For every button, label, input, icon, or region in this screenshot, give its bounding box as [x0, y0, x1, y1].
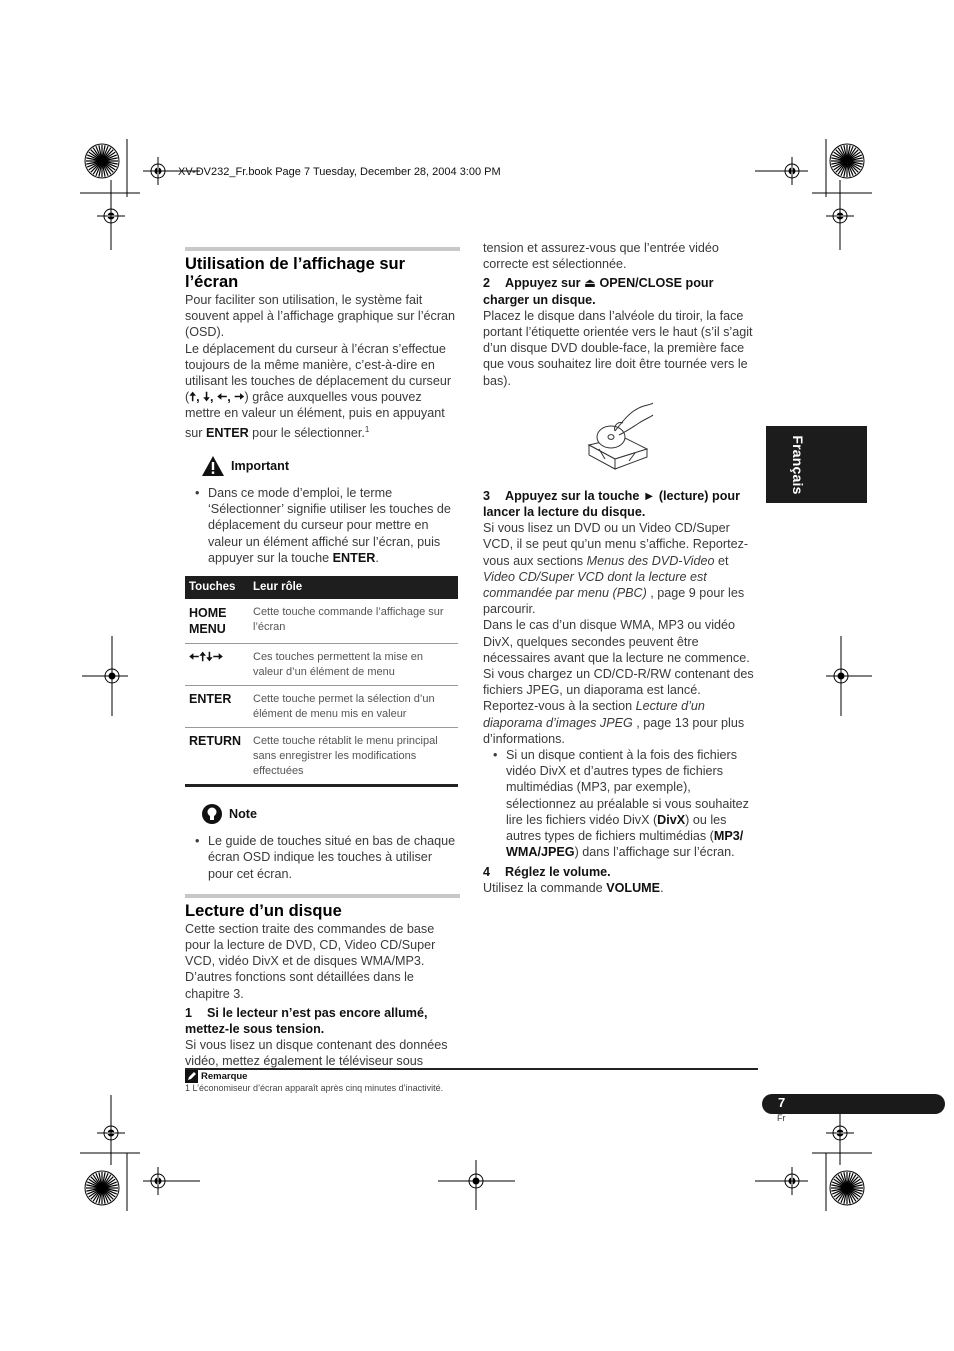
important-heading: [201, 455, 460, 477]
step-3-title: 3 Appuyez sur la touche ► (lecture) pour lancer la lecture du disque.: [483, 488, 740, 520]
table-row: 🠄🠅🠇🠆 Ces touches permettent la mise en valeur d’un élément de menu: [185, 644, 458, 686]
table-row: HOME MENU Cette touche commande l’affichage sur l’écran: [185, 599, 458, 644]
disc-tray-illustration: [585, 401, 655, 479]
section-bar: [185, 247, 460, 251]
step-2-text: Placez le disque dans l’alvéole du tiroir, la face portant l’étiquette orientée vers le haut (s’il s’agit d’un disque DVD double-face, la première face que vous souhaitez lire doit être tournée vers le bas).: [483, 308, 753, 388]
note-bullet: • Le guide de touches situé en bas de chaque écran OSD indique les touches à utiliser pour cet écran.: [185, 833, 460, 882]
page-number: 7: [778, 1095, 786, 1110]
footnote-divider: [185, 1068, 758, 1070]
lightbulb-icon: [201, 803, 223, 825]
step-3-paragraph-2: Dans le cas d’un disque WMA, MP3 ou vidéo DivX, quelques secondes peuvent être nécessaires avant que la lecture ne commence.: [483, 618, 750, 665]
section-bar: [185, 894, 460, 898]
page-language: Fr: [777, 1113, 786, 1123]
footnote-label: Remarque: [201, 1071, 248, 1082]
language-tab-label: Français: [790, 435, 806, 495]
important-bullet: • Dans ce mode d’emploi, le terme ‘Sélectionner’ signifie utiliser les touches de déplacement du curseur pour mettre en valeur un élément affiché sur l’écran, puis appuyer sur la touche ENTER.: [185, 485, 460, 566]
intro-paragraph: Pour faciliter son utilisation, le système fait souvent appel à l’affichage graphique sur l’écran (OSD).: [185, 293, 456, 340]
step-3-paragraph-3: Si vous chargez un CD/CD-R/RW contenant des fichiers JPEG, un diaporama est lancé. Reportez-vous à la section Lecture d’un diaporama d’images JPEG , page 13 pour plus d’informations.: [483, 667, 754, 746]
step-1-title: 1 Si le lecteur n’est pas encore allumé, mettez-le sous tension.: [185, 1005, 428, 1037]
step-1-text: Si vous lisez un disque contenant des données vidéo, mettez également le téléviseur sous: [185, 1038, 448, 1069]
footnote-heading: [185, 1070, 247, 1083]
table-row: RETURN Cette touche rétablit le menu principal sans enregistrer les modifications effectuées: [185, 728, 458, 786]
keys-table: [185, 576, 458, 787]
continued-text: tension et assurez-vous que l’entrée vidéo correcte est sélectionnée.: [483, 241, 719, 272]
footnote-ref: 1: [364, 424, 370, 434]
step-4-text: Utilisez la commande VOLUME.: [483, 880, 664, 895]
disc-illustration: [483, 389, 759, 485]
table-header-keys: Touches: [185, 576, 249, 599]
language-tab: [766, 426, 867, 503]
page-number-pill: [762, 1094, 945, 1114]
pencil-note-icon: [185, 1070, 198, 1083]
important-label: Important: [231, 458, 290, 473]
footnote-text: 1 L’économiseur d’écran apparaît après cinq minutes d’inactivité.: [185, 1083, 444, 1093]
section-title-osd: Utilisation de l’affichage sur l’écran: [185, 255, 406, 291]
step-4-title: 4 Réglez le volume.: [483, 864, 611, 879]
file-header: XV-DV232_Fr.book Page 7 Tuesday, December 28, 2004 3:00 PM: [178, 166, 501, 178]
table-header-role: Leur rôle: [249, 576, 458, 599]
note-label: Note: [229, 807, 257, 822]
table-row: ENTER Cette touche permet la sélection d’un élément de menu mis en valeur: [185, 686, 458, 728]
playback-intro: Cette section traite des commandes de base pour la lecture de DVD, CD, Video CD/Super VCD, vidéo DivX et de disques WMA/MP3. D’autres fonctions sont détaillées dans le chapitre 3.: [185, 921, 436, 1001]
cursor-arrows: 🠅, 🠇, 🠄, 🠆: [189, 390, 245, 405]
step-2-title: 2 Appuyez sur ⏏ OPEN/CLOSE pour charger un disque.: [483, 276, 714, 307]
section-title-playback: Lecture d’un disque: [185, 901, 342, 920]
left-column: [185, 247, 460, 1070]
note-heading: [201, 803, 460, 825]
warning-icon: [201, 455, 225, 477]
step-3-paragraph-1: Si vous lisez un DVD ou un Video CD/Super VCD, il se peut qu’un menu s’affiche. Reportez-vous aux sections Menus des DVD-Video et Video CD/Super VCD dont la lecture est commandée par menu (PBC) , page 9 pour les parcourir.: [483, 521, 749, 617]
cursor-paragraph: Le déplacement du curseur à l’écran s’effectue toujours de la même manière, c’est-à-dire en utilisant les touches de déplacement du curseur (🠅, 🠇, 🠄, 🠆) grâce auxquelles vous pouvez mettre en valeur un élément, puis en appuyant sur ENTER pour le sélectionner.$^1$: [185, 341, 452, 440]
divx-bullet: • Si un disque contient à la fois des fichiers vidéo DivX et d’autres types de fichiers multimédias (MP3, par exemple), sélectionnez au préalable si vous souhaitez lire les fichiers vidéo DivX (DivX) ou les autres types de fichiers multimédias (MP3/ WMA/JPEG) dans l’affichage sur l’écran.: [483, 747, 759, 860]
right-column: [483, 240, 759, 896]
